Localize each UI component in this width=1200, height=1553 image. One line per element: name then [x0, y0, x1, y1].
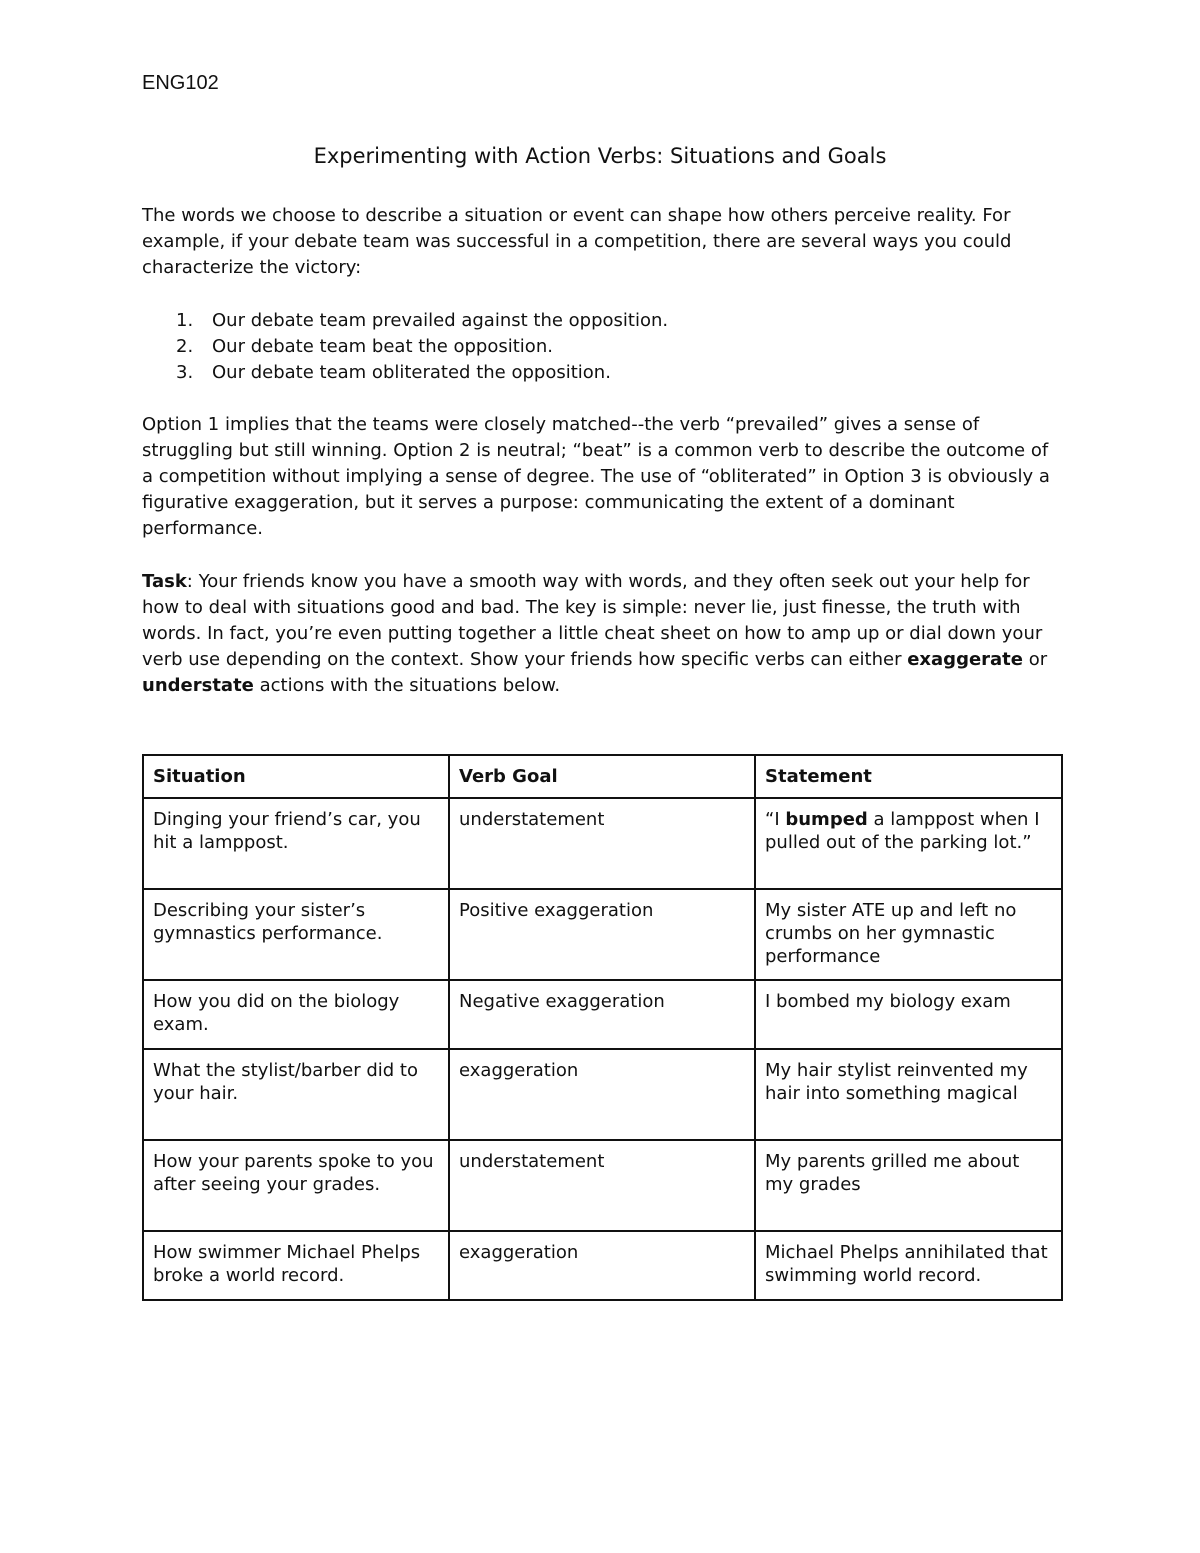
list-item — [142, 308, 1062, 334]
table-row — [143, 1140, 1062, 1231]
list-item-text: Our debate team obliterated the opposition. — [212, 362, 611, 383]
task-emphasis-understate: understate — [142, 675, 254, 696]
table-header-row — [143, 755, 1062, 798]
statement-cell: I bombed my biology exam — [755, 980, 1062, 1049]
table-row — [143, 1231, 1062, 1300]
task-text: : Your friends know you have a smooth way with words, and they often seek out your help for how to deal with situations good and bad. The key is simple: never lie, just finesse, the truth with words. In fact, you’re even putting together a little cheat sheet on how to amp up or dial down your verb use depending on the context. Show your friends how specific verbs can either — [142, 571, 1043, 670]
list-item-text: Our debate team prevailed against the opposition. — [212, 310, 669, 331]
situation-cell: What the stylist/barber did to your hair. — [143, 1049, 449, 1140]
verb-goal-cell: exaggeration — [449, 1049, 755, 1140]
list-item-text: Our debate team beat the opposition. — [212, 336, 553, 357]
list-number: 1. — [176, 310, 194, 331]
situation-cell: How you did on the biology exam. — [143, 980, 449, 1049]
task-label: Task — [142, 571, 187, 592]
verb-goal-cell: Negative exaggeration — [449, 980, 755, 1049]
situation-cell: Dinging your friend’s car, you hit a lamppost. — [143, 798, 449, 889]
course-code: ENG102 — [142, 72, 219, 94]
statement-cell: Michael Phelps annihilated that swimming world record. — [755, 1231, 1062, 1300]
page-title: Experimenting with Action Verbs: Situations and Goals — [313, 144, 887, 168]
verb-goal-cell: understatement — [449, 798, 755, 889]
analysis-paragraph: Option 1 implies that the teams were closely matched--the verb “prevailed” gives a sense of struggling but still winning. Option 2 is neutral; “beat” is a common verb to describe the outcome of a competition without implying a sense of degree. The use of “obliterated” in Option 3 is obviously a figurative exaggeration, but it serves a purpose: communicating the extent of a dominant performance. — [142, 414, 1050, 539]
column-header-statement: Statement — [755, 755, 1062, 798]
statement-text: a lamppost when I pulled out of the parking lot.” — [765, 809, 1040, 853]
intro-paragraph: The words we choose to describe a situation or event can shape how others perceive reality. For example, if your debate team was successful in a competition, there are several ways you could characterize the victory: — [142, 205, 1012, 278]
situation-cell: How your parents spoke to you after seeing your grades. — [143, 1140, 449, 1231]
statement-text: “I — [765, 809, 786, 830]
situation-cell: How swimmer Michael Phelps broke a world record. — [143, 1231, 449, 1300]
example-list — [142, 308, 1062, 386]
statement-cell: My parents grilled me about my grades — [755, 1140, 1062, 1231]
table-row — [143, 889, 1062, 980]
statement-cell — [755, 798, 1062, 889]
list-item — [142, 360, 1062, 386]
statement-cell: My sister ATE up and left no crumbs on her gymnastic performance — [755, 889, 1062, 980]
task-paragraph — [142, 569, 1062, 699]
verb-goal-cell: exaggeration — [449, 1231, 755, 1300]
table-row — [143, 980, 1062, 1049]
table-row — [143, 798, 1062, 889]
verb-goal-cell: understatement — [449, 1140, 755, 1231]
task-text: actions with the situations below. — [253, 675, 561, 696]
verb-goal-cell: Positive exaggeration — [449, 889, 755, 980]
list-number: 3. — [176, 362, 194, 383]
task-text: or — [1023, 649, 1048, 670]
column-header-verb-goal: Verb Goal — [449, 755, 755, 798]
list-number: 2. — [176, 336, 194, 357]
situation-cell: Describing your sister’s gymnastics performance. — [143, 889, 449, 980]
table-row — [143, 1049, 1062, 1140]
list-item — [142, 334, 1062, 360]
situations-table — [142, 754, 1063, 1301]
column-header-situation: Situation — [143, 755, 449, 798]
statement-verb: bumped — [785, 809, 868, 830]
task-emphasis-exaggerate: exaggerate — [907, 649, 1023, 670]
statement-cell: My hair stylist reinvented my hair into something magical — [755, 1049, 1062, 1140]
